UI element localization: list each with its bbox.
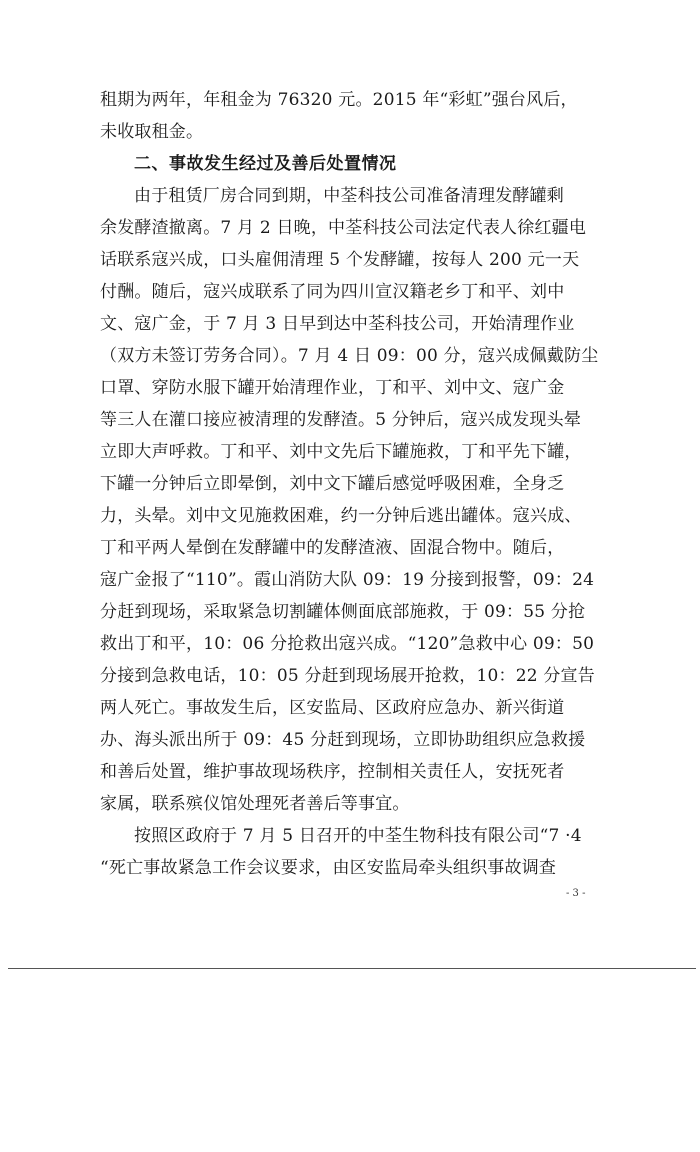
- text-line: 两人死亡。事故发生后，区安监局、区政府应急办、新兴街道: [100, 698, 565, 718]
- text-line: 按照区政府于 7 月 5 日召开的中荃生物科技有限公司“7 ·4: [134, 826, 582, 846]
- text-line: 救出丁和平，10：06 分抢救出寇兴成。“120”急救中心 09：50: [100, 634, 595, 654]
- text-line: 付酬。随后，寇兴成联系了同为四川宣汉籍老乡丁和平、刘中: [100, 282, 565, 302]
- page-number: - 3 -: [566, 888, 586, 899]
- text-line: 文、寇广金，于 7 月 3 日早到达中荃科技公司，开始清理作业: [100, 314, 575, 334]
- text-line: 寇广金报了“110”。霞山消防大队 09：19 分接到报警，09：24: [100, 570, 595, 590]
- text-line: 丁和平两人晕倒在发酵罐中的发酵渣液、固混合物中。随后，: [100, 538, 565, 558]
- scan-edge-divider: [8, 968, 696, 969]
- text-line: 力，头晕。刘中文见施救困难，约一分钟后逃出罐体。寇兴成、: [100, 506, 582, 526]
- text-line: 家属，联系殡仪馆处理死者善后等事宜。: [100, 794, 410, 814]
- text-line: 立即大声呼救。丁和平、刘中文先后下罐施救，丁和平先下罐，: [100, 442, 582, 462]
- text-line: 下罐一分钟后立即晕倒，刘中文下罐后感觉呼吸困难，全身乏: [100, 474, 565, 494]
- text-line: 余发酵渣撤离。7 月 2 日晚，中荃科技公司法定代表人徐红疆电: [100, 218, 587, 238]
- text-line: 口罩、穿防水服下罐开始清理作业，丁和平、刘中文、寇广金: [100, 378, 565, 398]
- text-line: “死亡事故紧急工作会议要求，由区安监局牵头组织事故调查: [100, 858, 557, 878]
- text-line: 话联系寇兴成，口头雇佣清理 5 个发酵罐，按每人 200 元一天: [100, 250, 580, 270]
- text-line: 办、海头派出所于 09：45 分赶到现场，立即协助组织应急救援: [100, 730, 586, 750]
- text-line: 未收取租金。: [100, 122, 204, 142]
- section-heading: 二、事故发生经过及善后处置情况: [134, 154, 397, 174]
- text-line: 和善后处置，维护事故现场秩序，控制相关责任人，安抚死者: [100, 762, 565, 782]
- body-text: [100, 84, 600, 884]
- text-line: 由于租赁厂房合同到期，中荃科技公司准备清理发酵罐剩: [134, 186, 564, 206]
- text-line: 分赶到现场，采取紧急切割罐体侧面底部施救，于 09：55 分抢: [100, 602, 586, 622]
- text-line: 租期为两年，年租金为 76320 元。2015 年“彩虹”强台风后，: [100, 90, 578, 110]
- text-line: 等三人在灌口接应被清理的发酵渣。5 分钟后，寇兴成发现头晕: [100, 410, 582, 430]
- text-line: 分接到急救电话，10：05 分赶到现场展开抢救，10：22 分宣告: [100, 666, 595, 686]
- text-line: （双方未签订劳务合同）。7 月 4 日 09：00 分，寇兴成佩戴防尘: [100, 346, 599, 366]
